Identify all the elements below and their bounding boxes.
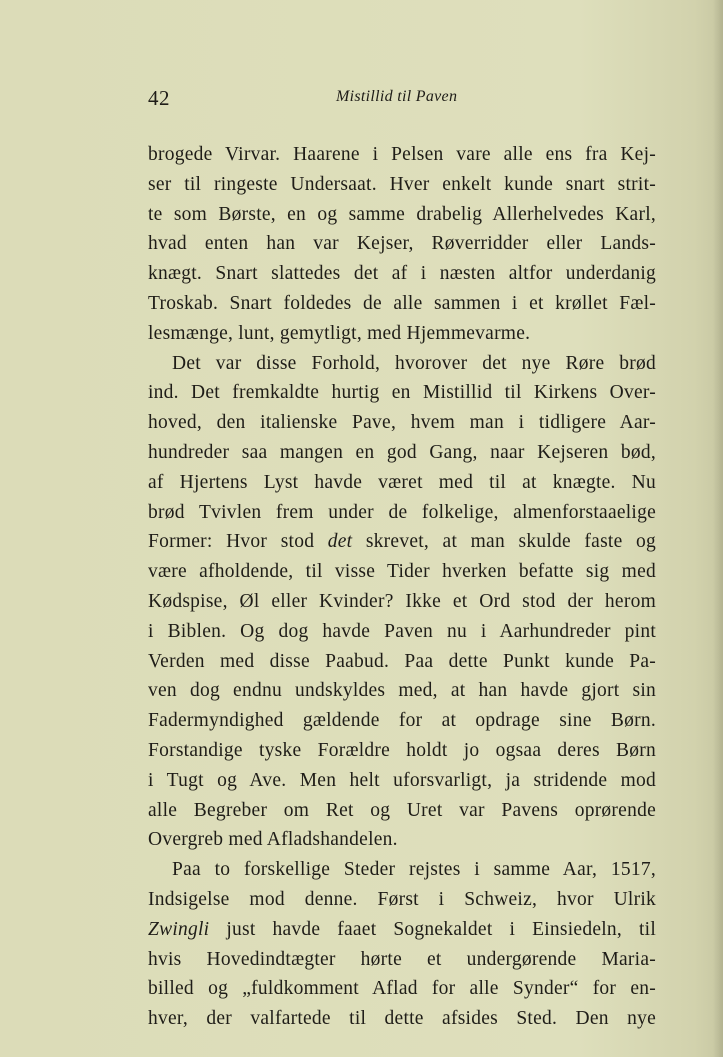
text-line: Kødspise, Øl eller Kvinder? Ikke et Ord stod der herom [148,590,656,612]
text-line: te som Børste, en og samme drabelig Allerhelvedes Karl, [148,203,656,225]
page-header [148,86,654,116]
text-line [148,915,656,945]
emphasis-zwingli: Zwingli [148,918,210,940]
text-line: hvad enten han var Kejser, Røverridder eller Lands- [148,233,656,255]
text-line: alle Begreber om Ret og Uret var Pavens oprørende [148,799,656,821]
text-line: Troskab. Snart foldedes de alle sammen i et krøllet Fæl- [148,292,656,314]
text-line: hver, der valfartede til dette afsides Sted. Den nye [148,1008,656,1030]
text-line: være afholdende, til visse Tider hverken befatte sig med [148,561,656,583]
running-title: Mistillid til Paven [336,88,458,105]
text-line: billed og „fuldkomment Aflad for alle Synder“ for en- [148,978,656,1000]
text-line: Fadermyndighed gældende for at opdrage sine Børn. [148,710,656,732]
text-line: brogede Virvar. Haarene i Pelsen vare alle ens fra Kej- [148,144,656,165]
text-line: Paa to forskellige Steder rejstes i samme Aar, 1517, [172,859,656,881]
text-line: af Hjertens Lyst havde været med til at knægte. Nu [148,471,656,493]
page-edge-shadow [713,0,723,1057]
body-text [148,140,656,1034]
text-line: i Biblen. Og dog havde Paven nu i Aarhundreder pint [148,620,656,642]
text-line: hundreder saa mangen en god Gang, naar Kejseren bød, [148,441,656,463]
text-line-part: Former: Hvor stod [148,531,328,553]
text-line: brød Tvivlen frem under de folkelige, almenforstaaelige [148,501,656,523]
page-number: 42 [148,86,170,110]
text-line-part: just havde faaet Sognekaldet i Einsiedeln, til [209,918,656,940]
text-line: knægt. Snart slattedes det af i næsten altfor underdanig [148,263,656,285]
text-line: Verden med disse Paabud. Paa dette Punkt kunde Pa- [148,650,656,672]
text-line-part: skrevet, at man skulde faste og [352,531,656,553]
text-line: hoved, den italienske Pave, hvem man i tidligere Aar- [148,412,656,434]
text-line: Overgreb med Afladshandelen. [148,829,398,851]
text-line: ser til ringeste Undersaat. Hver enkelt kunde snart strit- [148,173,656,195]
text-line: lesmænge, lunt, gemytligt, med Hjemmevarme. [148,322,531,344]
text-line: ven dog endnu undskyldes med, at han havde gjort sin [148,680,656,702]
text-line: hvis Hovedindtægter hørte et undergørende Maria- [148,948,656,970]
emphasis-det: det [327,531,353,553]
text-line: Det var disse Forhold, hvorover det nye Røre brød [172,352,656,374]
text-line: i Tugt og Ave. Men helt uforsvarligt, ja stridende mod [148,769,656,791]
text-line [148,527,656,557]
text-line: ind. Det fremkaldte hurtig en Mistillid til Kirkens Over- [148,382,656,404]
text-line: Forstandige tyske Forældre holdt jo ogsaa deres Børn [148,739,656,761]
text-line: Indsigelse mod denne. Først i Schweiz, hvor Ulrik [148,888,656,910]
